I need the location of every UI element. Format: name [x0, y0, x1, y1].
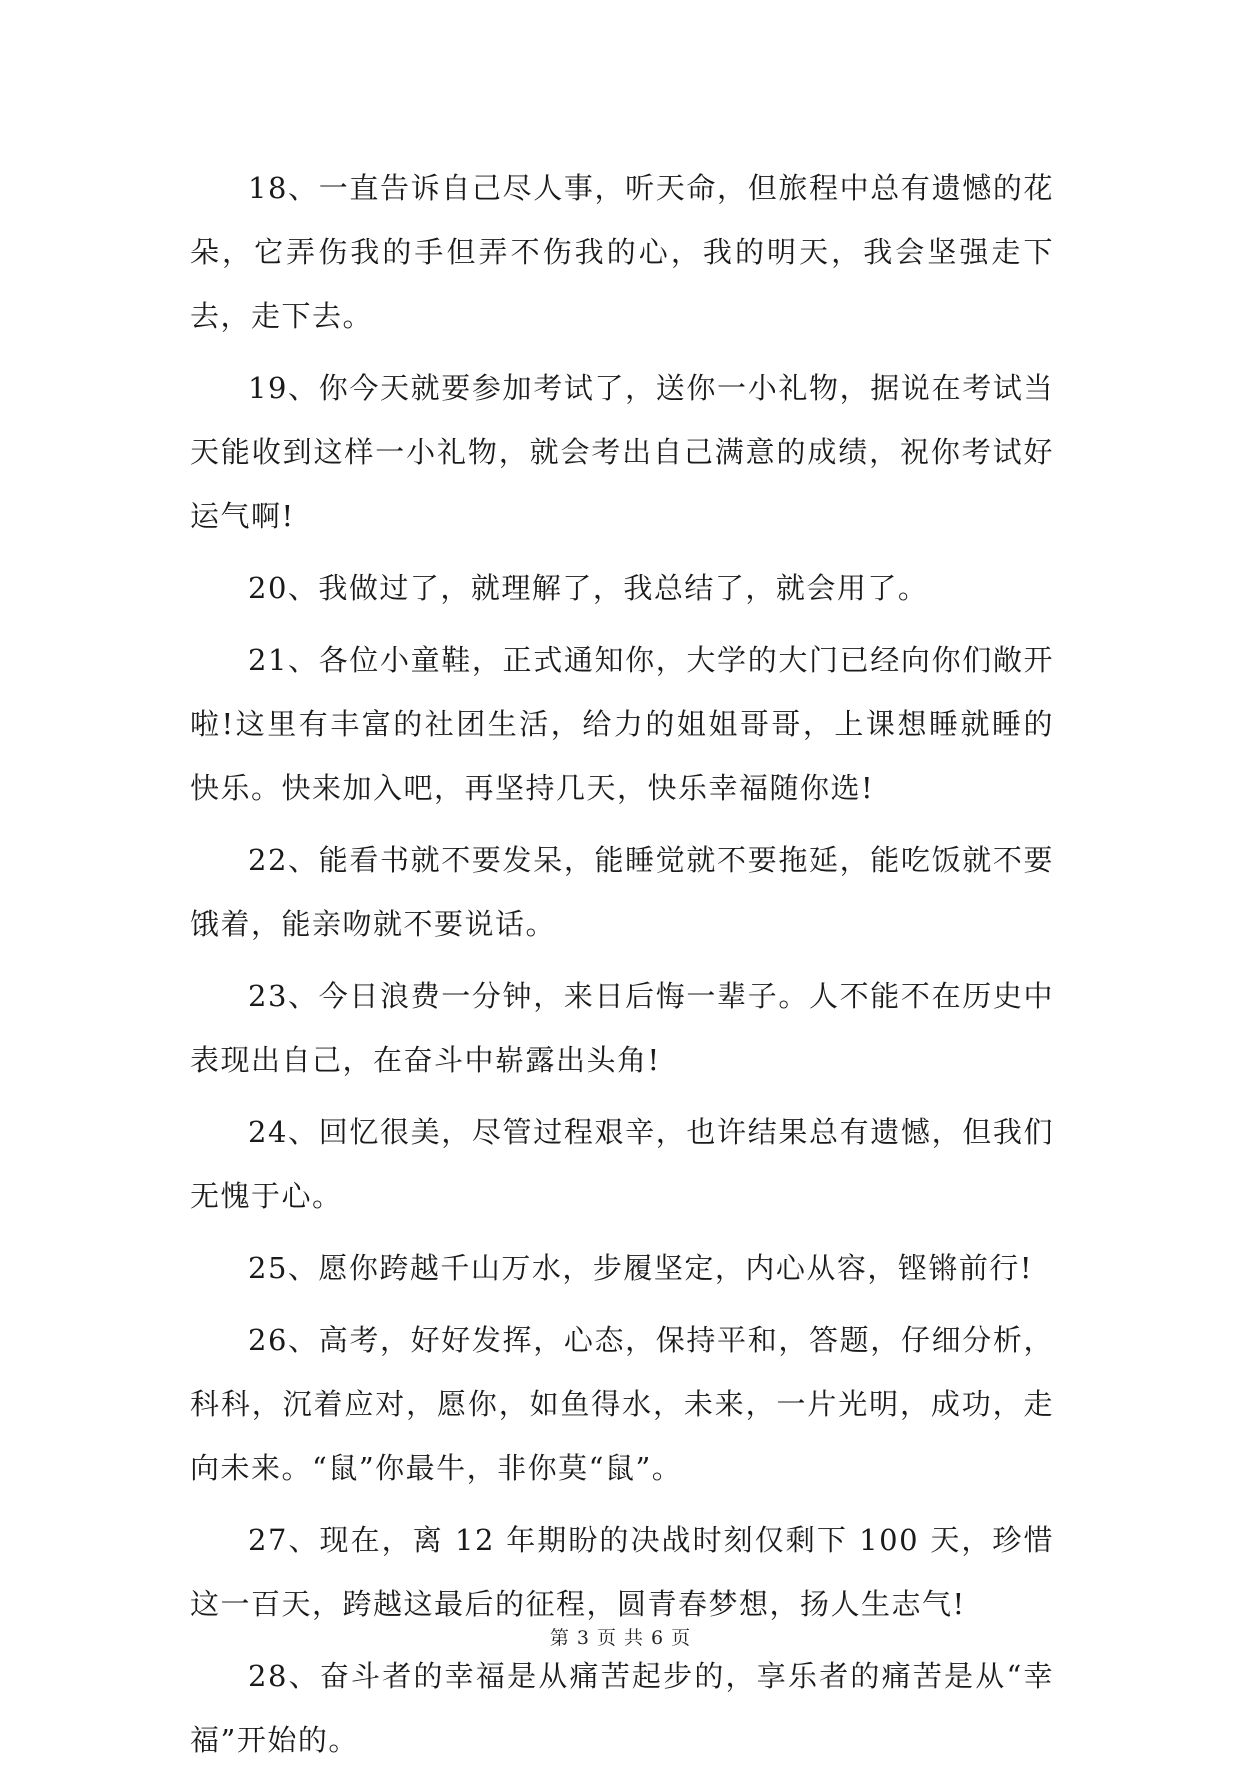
paragraph-24: 24、回忆很美，尽管过程艰辛，也许结果总有遗憾，但我们无愧于心。	[190, 1115, 1054, 1213]
paragraph-18: 18、一直告诉自己尽人事，听天命，但旅程中总有遗憾的花朵，它弄伤我的手但弄不伤我的心，我的明天，我会坚强走下去，走下去。	[190, 171, 1054, 333]
paragraph-23: 23、今日浪费一分钟，来日后悔一辈子。人不能不在历史中表现出自己，在奋斗中崭露出头角!	[190, 979, 1054, 1077]
document-body	[190, 156, 1054, 1780]
paragraph-21: 21、各位小童鞋，正式通知你，大学的大门已经向你们敞开啦!这里有丰富的社团生活，给力的姐姐哥哥，上课想睡就睡的快乐。快来加入吧，再坚持几天，快乐幸福随你选!	[190, 643, 1054, 805]
paragraph-26: 26、高考，好好发挥，心态，保持平和，答题，仔细分析，科科，沉着应对，愿你，如鱼得水，未来，一片光明，成功，走向未来。“鼠”你最牛，非你莫“鼠”。	[190, 1323, 1054, 1485]
paragraph-22: 22、能看书就不要发呆，能睡觉就不要拖延，能吃饭就不要饿着，能亲吻就不要说话。	[190, 843, 1054, 941]
paragraph-25: 25、愿你跨越千山万水，步履坚定，内心从容，铿锵前行!	[248, 1251, 1034, 1285]
paragraph-19: 19、你今天就要参加考试了，送你一小礼物，据说在考试当天能收到这样一小礼物，就会考出自己满意的成绩，祝你考试好运气啊!	[190, 371, 1054, 533]
paragraph-27: 27、现在，离 12 年期盼的决战时刻仅剩下 100 天，珍惜这一百天，跨越这最后的征程，圆青春梦想，扬人生志气!	[190, 1523, 1054, 1621]
paragraph-28: 28、奋斗者的幸福是从痛苦起步的，享乐者的痛苦是从“幸福”开始的。	[190, 1659, 1054, 1757]
page-number-footer: 第 3 页 共 6 页	[549, 1627, 692, 1649]
paragraph-20: 20、我做过了，就理解了，我总结了，就会用了。	[248, 571, 929, 605]
